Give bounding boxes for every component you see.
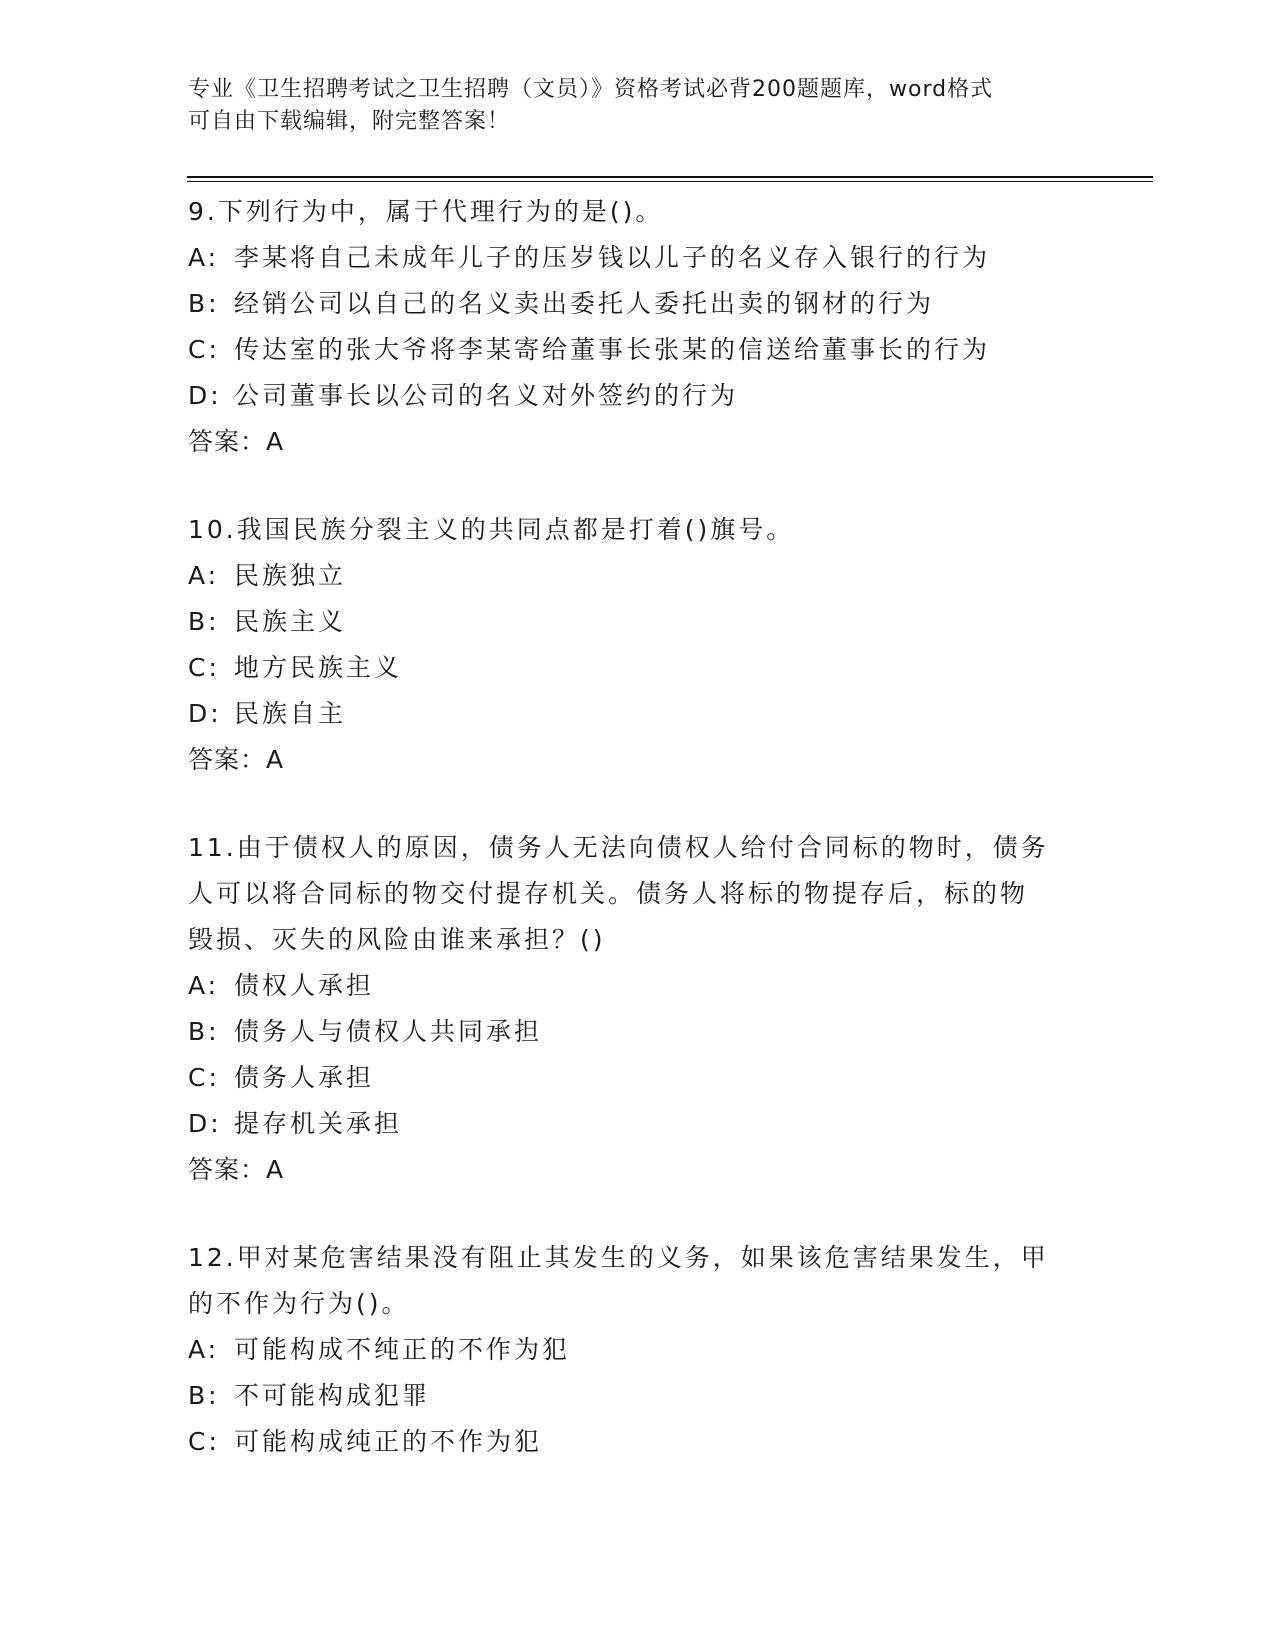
option-letter: C: [188,1063,220,1092]
option-letter: C: [188,1427,220,1456]
option-text: 债权人承担 [234,971,375,1000]
option-c [188,1419,1088,1465]
question-stem [188,189,1088,235]
option-letter: B: [188,1381,220,1410]
option-text: 债务人与债权人共同承担 [234,1017,543,1046]
option-a [188,1327,1088,1373]
stem-line: 的不作为行为()。 [188,1289,410,1318]
stem-line: 毁损、灭失的风险由谁来承担？() [188,925,606,954]
stem-line: 人可以将合同标的物交付提存机关。债务人将标的物提存后，标的物 [188,879,1029,908]
option-c [188,1055,1088,1101]
stem-line: 9.下列行为中，属于代理行为的是()。 [188,197,664,226]
option-letter: C: [188,653,220,682]
option-letter: B: [188,607,220,636]
question-11 [188,825,1088,1193]
option-text: 民族独立 [234,561,347,590]
stem-line: 11.由于债权人的原因，债务人无法向债权人给付合同标的物时，债务 [188,833,1049,862]
option-text: 民族自主 [234,699,347,728]
option-d [188,691,1088,737]
option-b [188,599,1088,645]
option-letter: B: [188,289,220,318]
option-b [188,1009,1088,1055]
header-title-line-2: 可自由下载编辑，附完整答案！ [188,109,511,134]
option-letter: A: [188,971,220,1000]
option-letter: D: [188,1109,222,1138]
option-a [188,235,1088,281]
option-d [188,1101,1088,1147]
option-text: 民族主义 [234,607,347,636]
document-header [188,74,1088,138]
question-stem [188,507,1088,553]
question-12 [188,1235,1088,1465]
option-letter: B: [188,1017,220,1046]
option-text: 经销公司以自己的名义卖出委托人委托出卖的钢材的行为 [234,289,935,318]
option-a [188,553,1088,599]
option-text: 地方民族主义 [234,653,403,682]
answer-line: 答案：A [188,1155,285,1184]
answer-line: 答案：A [188,427,285,456]
question-9 [188,189,1088,465]
option-letter: D: [188,699,222,728]
option-b [188,281,1088,327]
option-text: 不可能构成犯罪 [234,1381,431,1410]
option-letter: D: [188,381,222,410]
option-c [188,327,1088,373]
option-a [188,963,1088,1009]
option-letter: C: [188,335,220,364]
option-d [188,373,1088,419]
header-title-line-1: 专业《卫生招聘考试之卫生招聘（文员）》资格考试必背200题题库，word格式 [188,77,994,102]
option-text: 李某将自己未成年儿子的压岁钱以儿子的名义存入银行的行为 [234,243,991,272]
option-text: 提存机关承担 [234,1109,403,1138]
option-text: 传达室的张大爷将李某寄给董事长张某的信送给董事长的行为 [234,335,991,364]
option-b [188,1373,1088,1419]
option-text: 债务人承担 [234,1063,375,1092]
stem-line: 12.甲对某危害结果没有阻止其发生的义务，如果该危害结果发生，甲 [188,1243,1049,1272]
option-c [188,645,1088,691]
header-divider-thick [187,176,1153,178]
option-text: 可能构成纯正的不作为犯 [234,1427,543,1456]
question-list [188,189,1088,1507]
answer-line: 答案：A [188,745,285,774]
option-text: 可能构成不纯正的不作为犯 [234,1335,571,1364]
header-divider-thin [187,181,1153,182]
option-text: 公司董事长以公司的名义对外签约的行为 [234,381,739,410]
option-letter: A: [188,561,220,590]
question-10 [188,507,1088,783]
option-letter: A: [188,1335,220,1364]
option-letter: A: [188,243,220,272]
stem-line: 10.我国民族分裂主义的共同点都是打着()旗号。 [188,515,795,544]
question-stem [188,825,1088,963]
question-stem [188,1235,1088,1327]
